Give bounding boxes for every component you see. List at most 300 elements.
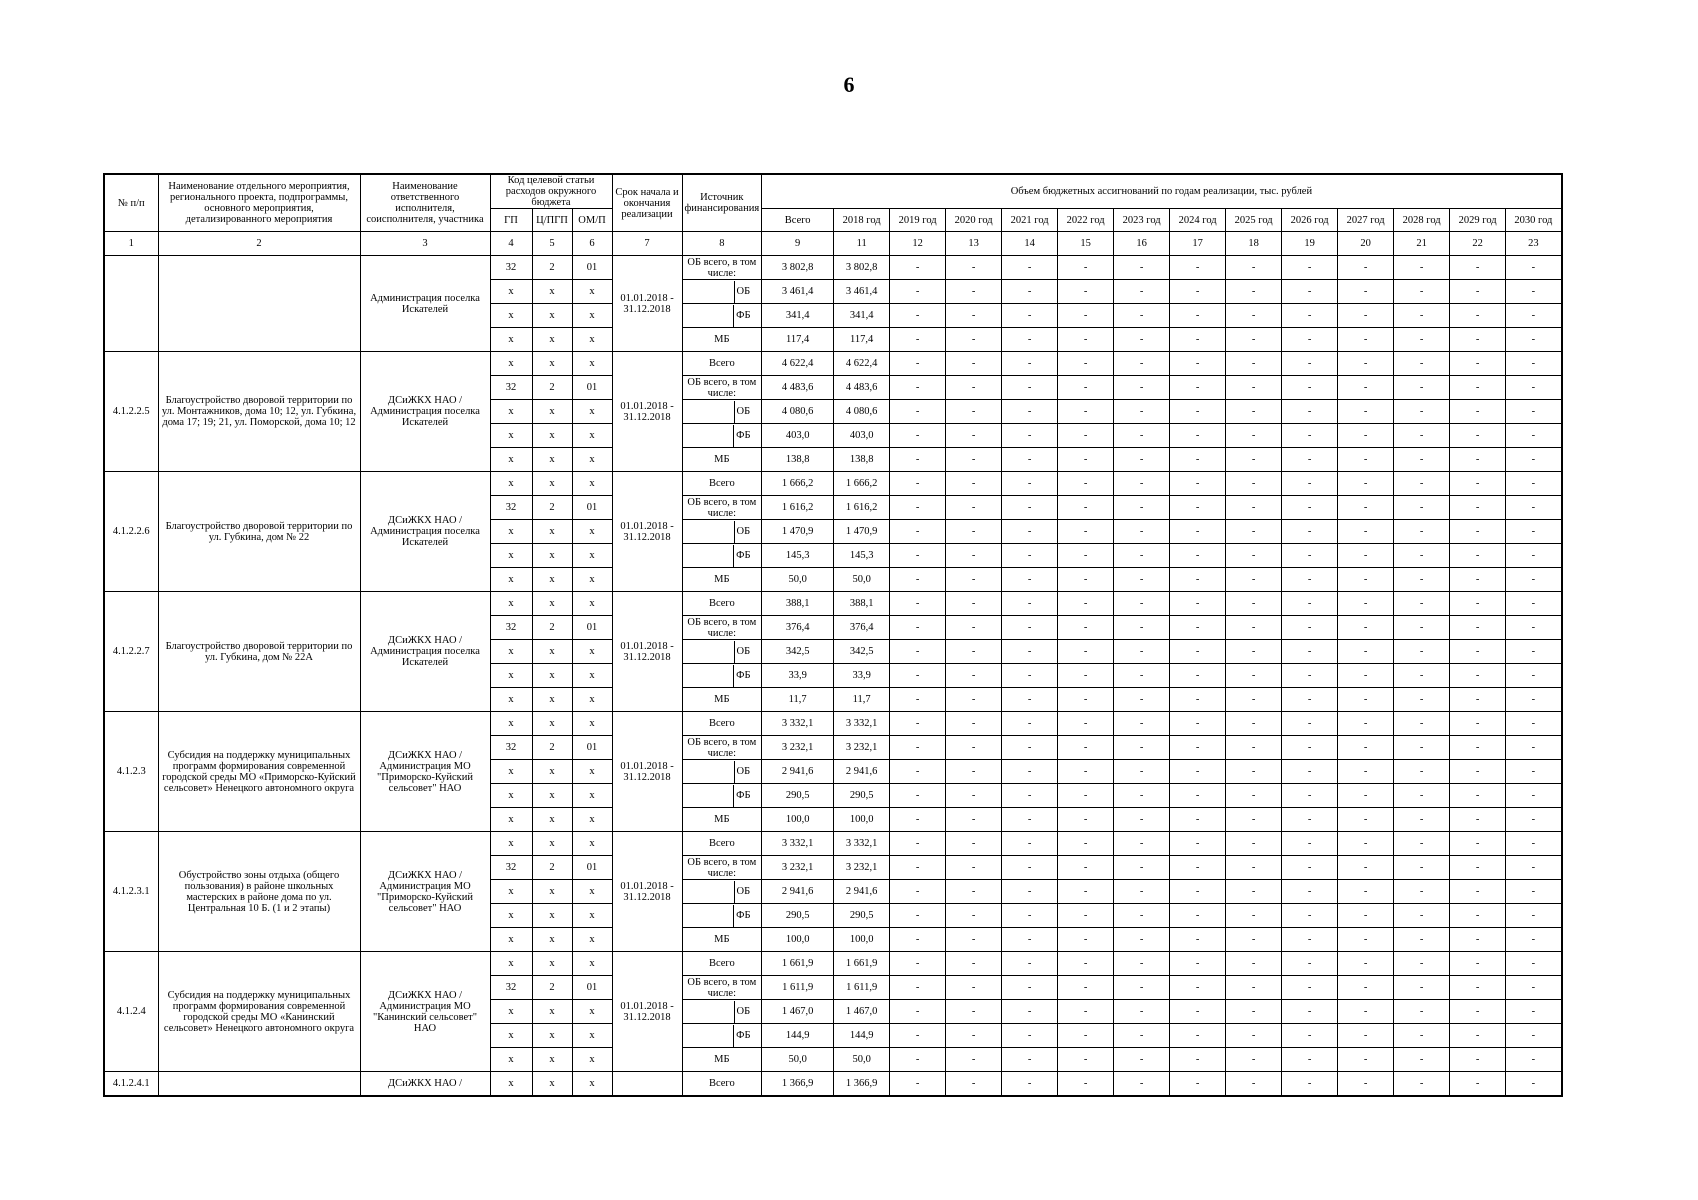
funding-source bbox=[682, 784, 762, 808]
amount-year: - bbox=[1282, 304, 1338, 328]
item-number bbox=[104, 256, 158, 352]
code-cpgp: x bbox=[532, 568, 572, 592]
amount-year: - bbox=[1170, 640, 1226, 664]
amount-year: - bbox=[1058, 688, 1114, 712]
amount-year: - bbox=[1450, 544, 1506, 568]
amount-year: - bbox=[890, 352, 946, 376]
amount-year: - bbox=[1394, 664, 1450, 688]
amount-2018: 3 332,1 bbox=[834, 712, 890, 736]
amount-year: - bbox=[1058, 496, 1114, 520]
amount-year: - bbox=[890, 592, 946, 616]
amount-year: - bbox=[1450, 520, 1506, 544]
amount-year: - bbox=[1226, 424, 1282, 448]
amount-year: - bbox=[1002, 592, 1058, 616]
code-ompg: x bbox=[572, 424, 612, 448]
amount-year: - bbox=[946, 1072, 1002, 1096]
amount-year: - bbox=[946, 424, 1002, 448]
amount-year: - bbox=[946, 616, 1002, 640]
code-ompg: 01 bbox=[572, 976, 612, 1000]
amount-year: - bbox=[1058, 1048, 1114, 1072]
amount-total: 3 232,1 bbox=[762, 856, 834, 880]
amount-year: - bbox=[1170, 832, 1226, 856]
amount-year: - bbox=[1282, 592, 1338, 616]
amount-year: - bbox=[1170, 760, 1226, 784]
amount-year: - bbox=[946, 832, 1002, 856]
funding-source bbox=[682, 904, 762, 928]
column-number: 13 bbox=[946, 232, 1002, 256]
amount-year: - bbox=[890, 688, 946, 712]
amount-year: - bbox=[1002, 736, 1058, 760]
amount-year: - bbox=[1226, 736, 1282, 760]
code-gp: x bbox=[490, 832, 532, 856]
amount-year: - bbox=[1338, 904, 1394, 928]
amount-year: - bbox=[1450, 1048, 1506, 1072]
amount-year: - bbox=[1282, 448, 1338, 472]
amount-year: - bbox=[890, 328, 946, 352]
amount-year: - bbox=[1002, 376, 1058, 400]
amount-year: - bbox=[1450, 496, 1506, 520]
funding-source: ОБ всего, в том числе: bbox=[682, 736, 762, 760]
amount-year: - bbox=[1338, 784, 1394, 808]
amount-year: - bbox=[1506, 472, 1562, 496]
amount-2018: 3 461,4 bbox=[834, 280, 890, 304]
item-name bbox=[158, 1072, 360, 1096]
funding-source: МБ bbox=[682, 328, 762, 352]
code-cpgp: x bbox=[532, 472, 572, 496]
funding-source bbox=[682, 1000, 762, 1024]
funding-source bbox=[682, 760, 762, 784]
amount-year: - bbox=[1282, 640, 1338, 664]
amount-year: - bbox=[1058, 760, 1114, 784]
amount-year: - bbox=[1394, 376, 1450, 400]
funding-source-label: ОБ bbox=[734, 761, 751, 783]
amount-year: - bbox=[890, 544, 946, 568]
code-ompg: 01 bbox=[572, 616, 612, 640]
amount-year: - bbox=[1058, 856, 1114, 880]
amount-year: - bbox=[1002, 664, 1058, 688]
amount-year: - bbox=[1338, 1024, 1394, 1048]
amount-year: - bbox=[1170, 568, 1226, 592]
funding-source: ОБ всего, в том числе: bbox=[682, 616, 762, 640]
table-row bbox=[104, 472, 1562, 496]
header-year: 2019 год bbox=[890, 209, 946, 232]
code-cpgp: x bbox=[532, 520, 572, 544]
amount-2018: 50,0 bbox=[834, 568, 890, 592]
amount-year: - bbox=[1170, 928, 1226, 952]
amount-year: - bbox=[1282, 520, 1338, 544]
amount-year: - bbox=[1226, 688, 1282, 712]
code-gp: x bbox=[490, 760, 532, 784]
amount-year: - bbox=[1394, 472, 1450, 496]
code-gp: x bbox=[490, 688, 532, 712]
item-name: Благоустройство дворовой территории по ул. Губкина, дом № 22 bbox=[158, 472, 360, 592]
amount-year: - bbox=[1394, 520, 1450, 544]
amount-year: - bbox=[890, 400, 946, 424]
item-period: 01.01.2018 - 31.12.2018 bbox=[612, 712, 682, 832]
amount-year: - bbox=[890, 1000, 946, 1024]
page-number: 6 bbox=[843, 72, 855, 97]
amount-year: - bbox=[1002, 712, 1058, 736]
header-ompg: ОМ/П bbox=[572, 209, 612, 232]
amount-year: - bbox=[1002, 760, 1058, 784]
code-cpgp: x bbox=[532, 880, 572, 904]
amount-year: - bbox=[1450, 832, 1506, 856]
amount-year: - bbox=[1170, 688, 1226, 712]
amount-year: - bbox=[1226, 832, 1282, 856]
funding-source-label: ФБ bbox=[733, 665, 750, 687]
amount-year: - bbox=[946, 808, 1002, 832]
column-number: 11 bbox=[834, 232, 890, 256]
amount-year: - bbox=[1226, 472, 1282, 496]
code-gp: x bbox=[490, 448, 532, 472]
amount-year: - bbox=[946, 688, 1002, 712]
code-cpgp: x bbox=[532, 424, 572, 448]
amount-year: - bbox=[1058, 1072, 1114, 1096]
amount-year: - bbox=[890, 856, 946, 880]
amount-total: 3 332,1 bbox=[762, 712, 834, 736]
code-cpgp: 2 bbox=[532, 976, 572, 1000]
item-period: 01.01.2018 - 31.12.2018 bbox=[612, 352, 682, 472]
code-ompg: x bbox=[572, 1024, 612, 1048]
amount-year: - bbox=[1002, 856, 1058, 880]
amount-year: - bbox=[1226, 1072, 1282, 1096]
amount-year: - bbox=[946, 568, 1002, 592]
code-ompg: x bbox=[572, 1072, 612, 1096]
amount-year: - bbox=[1450, 1024, 1506, 1048]
funding-source bbox=[682, 640, 762, 664]
amount-year: - bbox=[1114, 304, 1170, 328]
amount-year: - bbox=[1394, 352, 1450, 376]
amount-2018: 4 622,4 bbox=[834, 352, 890, 376]
header-responsible: Наименование ответственного исполнителя, соисполнителя, участника bbox=[360, 174, 490, 232]
amount-year: - bbox=[1002, 280, 1058, 304]
column-number: 6 bbox=[572, 232, 612, 256]
header-year: 2028 год bbox=[1394, 209, 1450, 232]
code-gp: x bbox=[490, 712, 532, 736]
amount-year: - bbox=[1170, 1072, 1226, 1096]
amount-year: - bbox=[1450, 808, 1506, 832]
amount-year: - bbox=[1058, 472, 1114, 496]
column-number: 1 bbox=[104, 232, 158, 256]
amount-2018: 138,8 bbox=[834, 448, 890, 472]
amount-year: - bbox=[1058, 352, 1114, 376]
code-gp: x bbox=[490, 592, 532, 616]
table-row bbox=[104, 712, 1562, 736]
amount-year: - bbox=[1114, 736, 1170, 760]
code-cpgp: x bbox=[532, 1048, 572, 1072]
amount-year: - bbox=[1506, 592, 1562, 616]
header-year: 2023 год bbox=[1114, 209, 1170, 232]
amount-year: - bbox=[1002, 688, 1058, 712]
amount-year: - bbox=[1002, 616, 1058, 640]
amount-year: - bbox=[1338, 448, 1394, 472]
header-total: Всего bbox=[762, 209, 834, 232]
amount-year: - bbox=[1450, 424, 1506, 448]
amount-year: - bbox=[1170, 904, 1226, 928]
amount-year: - bbox=[1506, 496, 1562, 520]
header-gp: ГП bbox=[490, 209, 532, 232]
amount-total: 50,0 bbox=[762, 568, 834, 592]
amount-year: - bbox=[1506, 784, 1562, 808]
code-gp: 32 bbox=[490, 616, 532, 640]
item-period: 01.01.2018 - 31.12.2018 bbox=[612, 592, 682, 712]
amount-year: - bbox=[1002, 808, 1058, 832]
funding-source-label: ФБ bbox=[733, 545, 750, 567]
amount-year: - bbox=[1114, 880, 1170, 904]
amount-year: - bbox=[1226, 520, 1282, 544]
amount-year: - bbox=[1506, 544, 1562, 568]
header-year: 2029 год bbox=[1450, 209, 1506, 232]
amount-2018: 100,0 bbox=[834, 928, 890, 952]
amount-year: - bbox=[1170, 712, 1226, 736]
amount-year: - bbox=[1114, 448, 1170, 472]
amount-year: - bbox=[1114, 376, 1170, 400]
amount-year: - bbox=[1114, 832, 1170, 856]
amount-year: - bbox=[1282, 688, 1338, 712]
amount-year: - bbox=[1226, 976, 1282, 1000]
amount-year: - bbox=[890, 640, 946, 664]
code-ompg: x bbox=[572, 304, 612, 328]
amount-year: - bbox=[1002, 304, 1058, 328]
funding-source: МБ bbox=[682, 688, 762, 712]
amount-year: - bbox=[946, 328, 1002, 352]
amount-year: - bbox=[1114, 1024, 1170, 1048]
amount-year: - bbox=[1114, 424, 1170, 448]
column-number: 17 bbox=[1170, 232, 1226, 256]
amount-year: - bbox=[1002, 1048, 1058, 1072]
amount-year: - bbox=[1450, 280, 1506, 304]
amount-year: - bbox=[1170, 352, 1226, 376]
funding-source: Всего bbox=[682, 712, 762, 736]
amount-year: - bbox=[1002, 832, 1058, 856]
code-gp: x bbox=[490, 568, 532, 592]
code-cpgp: x bbox=[532, 952, 572, 976]
header-year: 2026 год bbox=[1282, 209, 1338, 232]
amount-year: - bbox=[1002, 976, 1058, 1000]
amount-year: - bbox=[946, 1024, 1002, 1048]
amount-2018: 145,3 bbox=[834, 544, 890, 568]
amount-year: - bbox=[1338, 952, 1394, 976]
amount-year: - bbox=[1506, 880, 1562, 904]
code-ompg: x bbox=[572, 448, 612, 472]
amount-year: - bbox=[890, 424, 946, 448]
amount-year: - bbox=[1002, 928, 1058, 952]
amount-2018: 3 232,1 bbox=[834, 856, 890, 880]
amount-year: - bbox=[1058, 808, 1114, 832]
amount-2018: 1 366,9 bbox=[834, 1072, 890, 1096]
amount-year: - bbox=[946, 976, 1002, 1000]
amount-year: - bbox=[946, 856, 1002, 880]
column-number: 2 bbox=[158, 232, 360, 256]
amount-year: - bbox=[1170, 1048, 1226, 1072]
funding-source: ОБ всего, в том числе: bbox=[682, 976, 762, 1000]
amount-year: - bbox=[1338, 304, 1394, 328]
amount-2018: 388,1 bbox=[834, 592, 890, 616]
amount-total: 341,4 bbox=[762, 304, 834, 328]
code-ompg: x bbox=[572, 880, 612, 904]
amount-year: - bbox=[1394, 880, 1450, 904]
amount-year: - bbox=[1058, 736, 1114, 760]
amount-year: - bbox=[1114, 496, 1170, 520]
amount-year: - bbox=[1114, 1072, 1170, 1096]
code-gp: 32 bbox=[490, 376, 532, 400]
code-cpgp: x bbox=[532, 280, 572, 304]
item-name bbox=[158, 256, 360, 352]
amount-year: - bbox=[1002, 1072, 1058, 1096]
amount-total: 1 366,9 bbox=[762, 1072, 834, 1096]
code-gp: x bbox=[490, 280, 532, 304]
header-year: 2030 год bbox=[1506, 209, 1562, 232]
amount-year: - bbox=[1506, 256, 1562, 280]
item-number: 4.1.2.3 bbox=[104, 712, 158, 832]
amount-year: - bbox=[1226, 784, 1282, 808]
item-responsible: Администрация поселка Искателей bbox=[360, 256, 490, 352]
column-number: 9 bbox=[762, 232, 834, 256]
amount-year: - bbox=[946, 640, 1002, 664]
amount-year: - bbox=[1394, 760, 1450, 784]
funding-source-label: ОБ bbox=[734, 521, 751, 543]
amount-2018: 3 232,1 bbox=[834, 736, 890, 760]
funding-source-label: ФБ bbox=[733, 785, 750, 807]
amount-2018: 1 616,2 bbox=[834, 496, 890, 520]
amount-2018: 342,5 bbox=[834, 640, 890, 664]
column-number: 7 bbox=[612, 232, 682, 256]
amount-year: - bbox=[1506, 808, 1562, 832]
amount-year: - bbox=[1226, 568, 1282, 592]
funding-source: МБ bbox=[682, 448, 762, 472]
funding-source-label: ФБ bbox=[733, 905, 750, 927]
code-ompg: x bbox=[572, 592, 612, 616]
amount-year: - bbox=[1450, 352, 1506, 376]
code-ompg: x bbox=[572, 808, 612, 832]
amount-year: - bbox=[890, 520, 946, 544]
amount-year: - bbox=[1058, 616, 1114, 640]
code-ompg: x bbox=[572, 1048, 612, 1072]
code-gp: x bbox=[490, 424, 532, 448]
amount-total: 3 802,8 bbox=[762, 256, 834, 280]
amount-year: - bbox=[1058, 376, 1114, 400]
amount-year: - bbox=[946, 952, 1002, 976]
column-number: 12 bbox=[890, 232, 946, 256]
amount-2018: 2 941,6 bbox=[834, 760, 890, 784]
funding-source: ОБ всего, в том числе: bbox=[682, 496, 762, 520]
code-gp: x bbox=[490, 1072, 532, 1096]
code-ompg: 01 bbox=[572, 496, 612, 520]
header-year: 2027 год bbox=[1338, 209, 1394, 232]
code-cpgp: 2 bbox=[532, 856, 572, 880]
amount-year: - bbox=[1114, 568, 1170, 592]
code-cpgp: 2 bbox=[532, 256, 572, 280]
amount-year: - bbox=[1394, 328, 1450, 352]
amount-total: 2 941,6 bbox=[762, 760, 834, 784]
amount-year: - bbox=[1002, 952, 1058, 976]
amount-total: 33,9 bbox=[762, 664, 834, 688]
code-gp: x bbox=[490, 352, 532, 376]
amount-year: - bbox=[1506, 856, 1562, 880]
item-responsible: ДСиЖКХ НАО / bbox=[360, 1072, 490, 1096]
amount-year: - bbox=[1450, 1000, 1506, 1024]
amount-year: - bbox=[1170, 880, 1226, 904]
amount-year: - bbox=[1338, 376, 1394, 400]
amount-year: - bbox=[1170, 808, 1226, 832]
column-number-row bbox=[104, 232, 1562, 256]
amount-year: - bbox=[1394, 496, 1450, 520]
amount-year: - bbox=[1338, 976, 1394, 1000]
table-row bbox=[104, 832, 1562, 856]
funding-source: ОБ всего, в том числе: bbox=[682, 856, 762, 880]
amount-year: - bbox=[1170, 856, 1226, 880]
amount-total: 403,0 bbox=[762, 424, 834, 448]
amount-year: - bbox=[1506, 952, 1562, 976]
amount-year: - bbox=[1338, 256, 1394, 280]
amount-year: - bbox=[1058, 424, 1114, 448]
amount-year: - bbox=[1338, 736, 1394, 760]
amount-year: - bbox=[890, 976, 946, 1000]
amount-total: 4 483,6 bbox=[762, 376, 834, 400]
amount-year: - bbox=[1450, 760, 1506, 784]
amount-year: - bbox=[1114, 856, 1170, 880]
code-cpgp: x bbox=[532, 664, 572, 688]
code-cpgp: x bbox=[532, 1000, 572, 1024]
amount-year: - bbox=[1114, 616, 1170, 640]
amount-total: 4 622,4 bbox=[762, 352, 834, 376]
amount-year: - bbox=[890, 376, 946, 400]
amount-total: 100,0 bbox=[762, 928, 834, 952]
amount-year: - bbox=[1282, 1048, 1338, 1072]
amount-year: - bbox=[1114, 1048, 1170, 1072]
amount-year: - bbox=[890, 1072, 946, 1096]
amount-total: 290,5 bbox=[762, 784, 834, 808]
amount-year: - bbox=[1170, 280, 1226, 304]
code-cpgp: x bbox=[532, 400, 572, 424]
amount-year: - bbox=[1282, 256, 1338, 280]
code-gp: x bbox=[490, 304, 532, 328]
amount-total: 50,0 bbox=[762, 1048, 834, 1072]
amount-year: - bbox=[890, 1048, 946, 1072]
amount-total: 3 232,1 bbox=[762, 736, 834, 760]
amount-total: 290,5 bbox=[762, 904, 834, 928]
amount-year: - bbox=[1114, 688, 1170, 712]
amount-year: - bbox=[1226, 880, 1282, 904]
amount-total: 3 332,1 bbox=[762, 832, 834, 856]
amount-year: - bbox=[1226, 352, 1282, 376]
funding-source-label: ОБ bbox=[734, 281, 751, 303]
code-cpgp: x bbox=[532, 328, 572, 352]
code-ompg: x bbox=[572, 928, 612, 952]
item-period: 01.01.2018 - 31.12.2018 bbox=[612, 256, 682, 352]
amount-year: - bbox=[946, 280, 1002, 304]
code-cpgp: x bbox=[532, 1024, 572, 1048]
code-ompg: x bbox=[572, 760, 612, 784]
item-responsible: ДСиЖКХ НАО / Администрация МО "Приморско-Куйский сельсовет" НАО bbox=[360, 832, 490, 952]
amount-year: - bbox=[1394, 616, 1450, 640]
item-responsible: ДСиЖКХ НАО / Администрация поселка Искателей bbox=[360, 472, 490, 592]
amount-year: - bbox=[1002, 520, 1058, 544]
amount-year: - bbox=[1226, 376, 1282, 400]
amount-year: - bbox=[1226, 904, 1282, 928]
amount-year: - bbox=[1450, 664, 1506, 688]
item-period: 01.01.2018 - 31.12.2018 bbox=[612, 472, 682, 592]
amount-year: - bbox=[1450, 400, 1506, 424]
code-cpgp: x bbox=[532, 304, 572, 328]
item-responsible: ДСиЖКХ НАО / Администрация поселка Искателей bbox=[360, 352, 490, 472]
amount-year: - bbox=[946, 784, 1002, 808]
amount-year: - bbox=[1506, 1048, 1562, 1072]
item-name: Благоустройство дворовой территории по ул. Губкина, дом № 22А bbox=[158, 592, 360, 712]
item-number: 4.1.2.2.7 bbox=[104, 592, 158, 712]
code-cpgp: x bbox=[532, 352, 572, 376]
amount-year: - bbox=[1394, 400, 1450, 424]
